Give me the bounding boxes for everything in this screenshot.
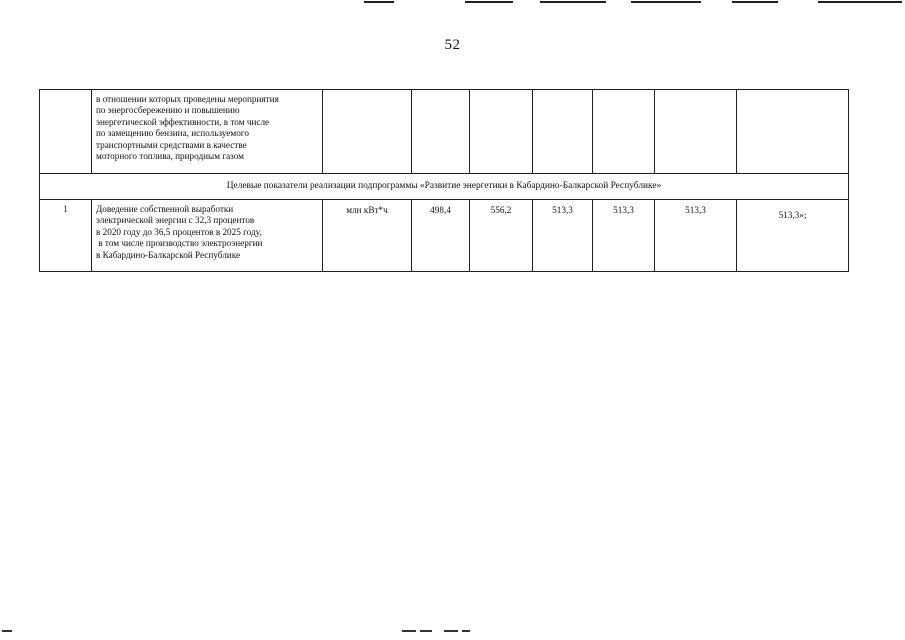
description-line: в 2020 году до 36,5 процентов в 2025 году,: [96, 226, 262, 237]
table-row: [40, 200, 849, 272]
continuation-row: [40, 90, 849, 174]
description-line: Доведение собственной выработки: [96, 204, 234, 214]
value-cell: 498,4: [412, 200, 470, 272]
value-cell: [470, 90, 533, 174]
value-cell: [655, 90, 737, 174]
scan-mark: [364, 1, 394, 3]
value-cell: 513,3: [655, 200, 737, 272]
value-cell: [412, 90, 470, 174]
value-cell: [737, 90, 849, 174]
scan-mark: [818, 1, 902, 3]
index-cell: [40, 90, 92, 174]
scan-mark: [540, 1, 606, 3]
value-cell: 513,3: [533, 200, 593, 272]
section-title: Целевые показатели реализации подпрограммы «Развитие энергетики в Кабардино-Балкарской Республике»: [40, 174, 849, 200]
scan-edge-marks: [0, 0, 905, 10]
description-line: электрической энергии с 32,3 процентов: [96, 215, 255, 226]
description-cell: [92, 90, 323, 174]
scan-mark: [2, 630, 12, 632]
indicators-table: [39, 89, 849, 272]
description-cell: [92, 200, 323, 272]
value-cell: [533, 90, 593, 174]
description-line: энергетической эффективности, в том числе: [96, 116, 270, 127]
value-cell: 513,3: [593, 200, 655, 272]
description-line: в Кабардино-Балкарской Республике: [96, 249, 241, 260]
section-header-row: [40, 174, 849, 200]
value-cell: 513,3»;: [737, 200, 849, 272]
scan-mark: [402, 630, 416, 632]
description-line: по замещению бензина, используемого: [96, 128, 249, 139]
description-line: по энергосбережению и повышению: [96, 105, 240, 116]
scan-mark: [462, 630, 470, 632]
scan-mark: [444, 630, 458, 632]
description-line: в том числе производство электроэнергии: [96, 238, 263, 249]
scan-mark: [732, 1, 778, 3]
value-cell: 556,2: [470, 200, 533, 272]
scan-mark: [631, 1, 701, 3]
scan-mark: [465, 1, 513, 3]
unit-cell: [323, 90, 412, 174]
scan-mark: [420, 630, 432, 632]
description-line: моторного топлива, природным газом: [96, 151, 244, 162]
unit-cell: млн кВт*ч: [323, 200, 412, 272]
row-index: 1: [40, 200, 92, 272]
page-number: 52: [444, 37, 461, 53]
value-cell: [593, 90, 655, 174]
description-line: в отношении которых проведены мероприятия: [96, 94, 279, 104]
description-line: транспортными средствами в качестве: [96, 139, 247, 150]
